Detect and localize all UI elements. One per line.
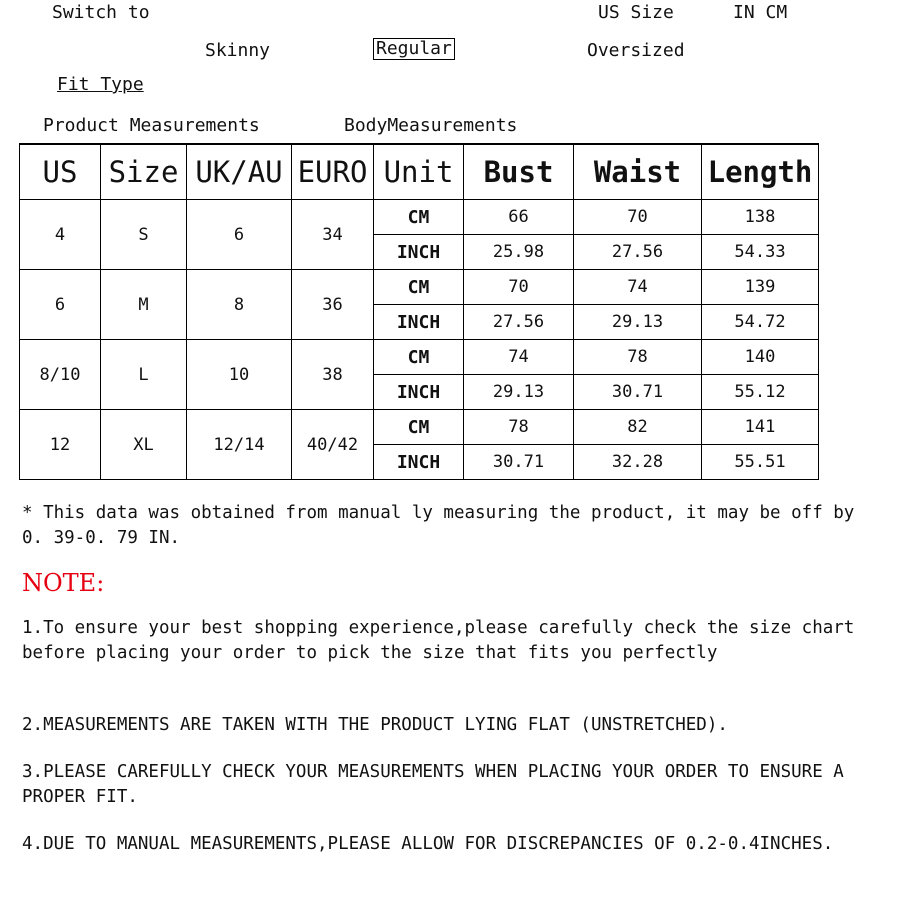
- cell-bust: 78: [464, 410, 574, 445]
- size-chart-table: [19, 143, 819, 480]
- column-header-length: Length: [702, 144, 819, 200]
- cell-waist: 32.28: [574, 445, 702, 480]
- cell-bust: 66: [464, 200, 574, 235]
- cell-unit: CM: [374, 270, 464, 305]
- column-header-ukau: UK/AU: [187, 144, 292, 200]
- cell-waist: 30.71: [574, 375, 702, 410]
- table-header-row: [20, 144, 819, 200]
- cell-euro: 40/42: [292, 410, 374, 480]
- cell-ukau: 12/14: [187, 410, 292, 480]
- column-header-bust: Bust: [464, 144, 574, 200]
- note-title: NOTE:: [22, 569, 105, 597]
- cell-size: M: [101, 270, 187, 340]
- cell-bust: 74: [464, 340, 574, 375]
- cell-waist: 27.56: [574, 235, 702, 270]
- cell-ukau: 6: [187, 200, 292, 270]
- cell-size: XL: [101, 410, 187, 480]
- fit-option-regular[interactable]: Regular: [373, 38, 455, 60]
- note-item-2: 2.MEASUREMENTS ARE TAKEN WITH THE PRODUCT LYING FLAT (UNSTRETCHED).: [22, 715, 728, 735]
- cell-unit: INCH: [374, 445, 464, 480]
- switch-to-label: Switch to: [52, 2, 150, 23]
- column-header-euro: EURO: [292, 144, 374, 200]
- cell-size: S: [101, 200, 187, 270]
- cell-unit: CM: [374, 200, 464, 235]
- tab-product-measurements[interactable]: Product Measurements: [43, 115, 260, 136]
- table-row: [20, 410, 819, 445]
- cell-euro: 36: [292, 270, 374, 340]
- cell-unit: CM: [374, 410, 464, 445]
- cell-length: 55.51: [702, 445, 819, 480]
- fit-type-link[interactable]: Fit Type: [57, 74, 144, 95]
- cell-ukau: 8: [187, 270, 292, 340]
- cell-bust: 29.13: [464, 375, 574, 410]
- cell-bust: 27.56: [464, 305, 574, 340]
- table-row: [20, 270, 819, 305]
- cell-euro: 38: [292, 340, 374, 410]
- note-item-4: 4.DUE TO MANUAL MEASUREMENTS,PLEASE ALLOW FOR DISCREPANCIES OF 0.2-0.4INCHES.: [22, 834, 834, 854]
- cell-length: 140: [702, 340, 819, 375]
- cell-size: L: [101, 340, 187, 410]
- cell-bust: 70: [464, 270, 574, 305]
- measurement-footnote: * This data was obtained from manual ly measuring the product, it may be off by 0. 39-0. 79 IN.: [22, 503, 855, 548]
- cell-length: 54.72: [702, 305, 819, 340]
- cell-unit: INCH: [374, 235, 464, 270]
- cell-euro: 34: [292, 200, 374, 270]
- cell-length: 141: [702, 410, 819, 445]
- cell-us: 4: [20, 200, 101, 270]
- cell-waist: 82: [574, 410, 702, 445]
- cell-length: 139: [702, 270, 819, 305]
- cell-waist: 78: [574, 340, 702, 375]
- table-row: [20, 200, 819, 235]
- cell-bust: 30.71: [464, 445, 574, 480]
- cell-ukau: 10: [187, 340, 292, 410]
- cell-length: 55.12: [702, 375, 819, 410]
- cell-us: 6: [20, 270, 101, 340]
- cell-unit: INCH: [374, 305, 464, 340]
- cell-waist: 29.13: [574, 305, 702, 340]
- column-header-size: Size: [101, 144, 187, 200]
- cell-unit: CM: [374, 340, 464, 375]
- cell-waist: 70: [574, 200, 702, 235]
- table-row: [20, 340, 819, 375]
- cell-length: 138: [702, 200, 819, 235]
- column-header-unit: Unit: [374, 144, 464, 200]
- us-size-toggle[interactable]: US Size: [598, 2, 674, 23]
- in-cm-toggle[interactable]: IN CM: [733, 2, 788, 23]
- cell-us: 12: [20, 410, 101, 480]
- cell-length: 54.33: [702, 235, 819, 270]
- cell-bust: 25.98: [464, 235, 574, 270]
- fit-option-oversized[interactable]: Oversized: [587, 40, 685, 61]
- cell-unit: INCH: [374, 375, 464, 410]
- note-item-3: 3.PLEASE CAREFULLY CHECK YOUR MEASUREMENTS WHEN PLACING YOUR ORDER TO ENSURE A PROPER FIT.: [22, 762, 844, 807]
- cell-us: 8/10: [20, 340, 101, 410]
- tab-body-measurements[interactable]: BodyMeasurements: [344, 115, 518, 136]
- cell-waist: 74: [574, 270, 702, 305]
- column-header-waist: Waist: [574, 144, 702, 200]
- column-header-us: US: [20, 144, 101, 200]
- note-item-1: 1.To ensure your best shopping experience,please carefully check the size chart before placing your order to pick the size that fits you perfectly: [22, 618, 855, 663]
- fit-option-skinny[interactable]: Skinny: [205, 40, 271, 61]
